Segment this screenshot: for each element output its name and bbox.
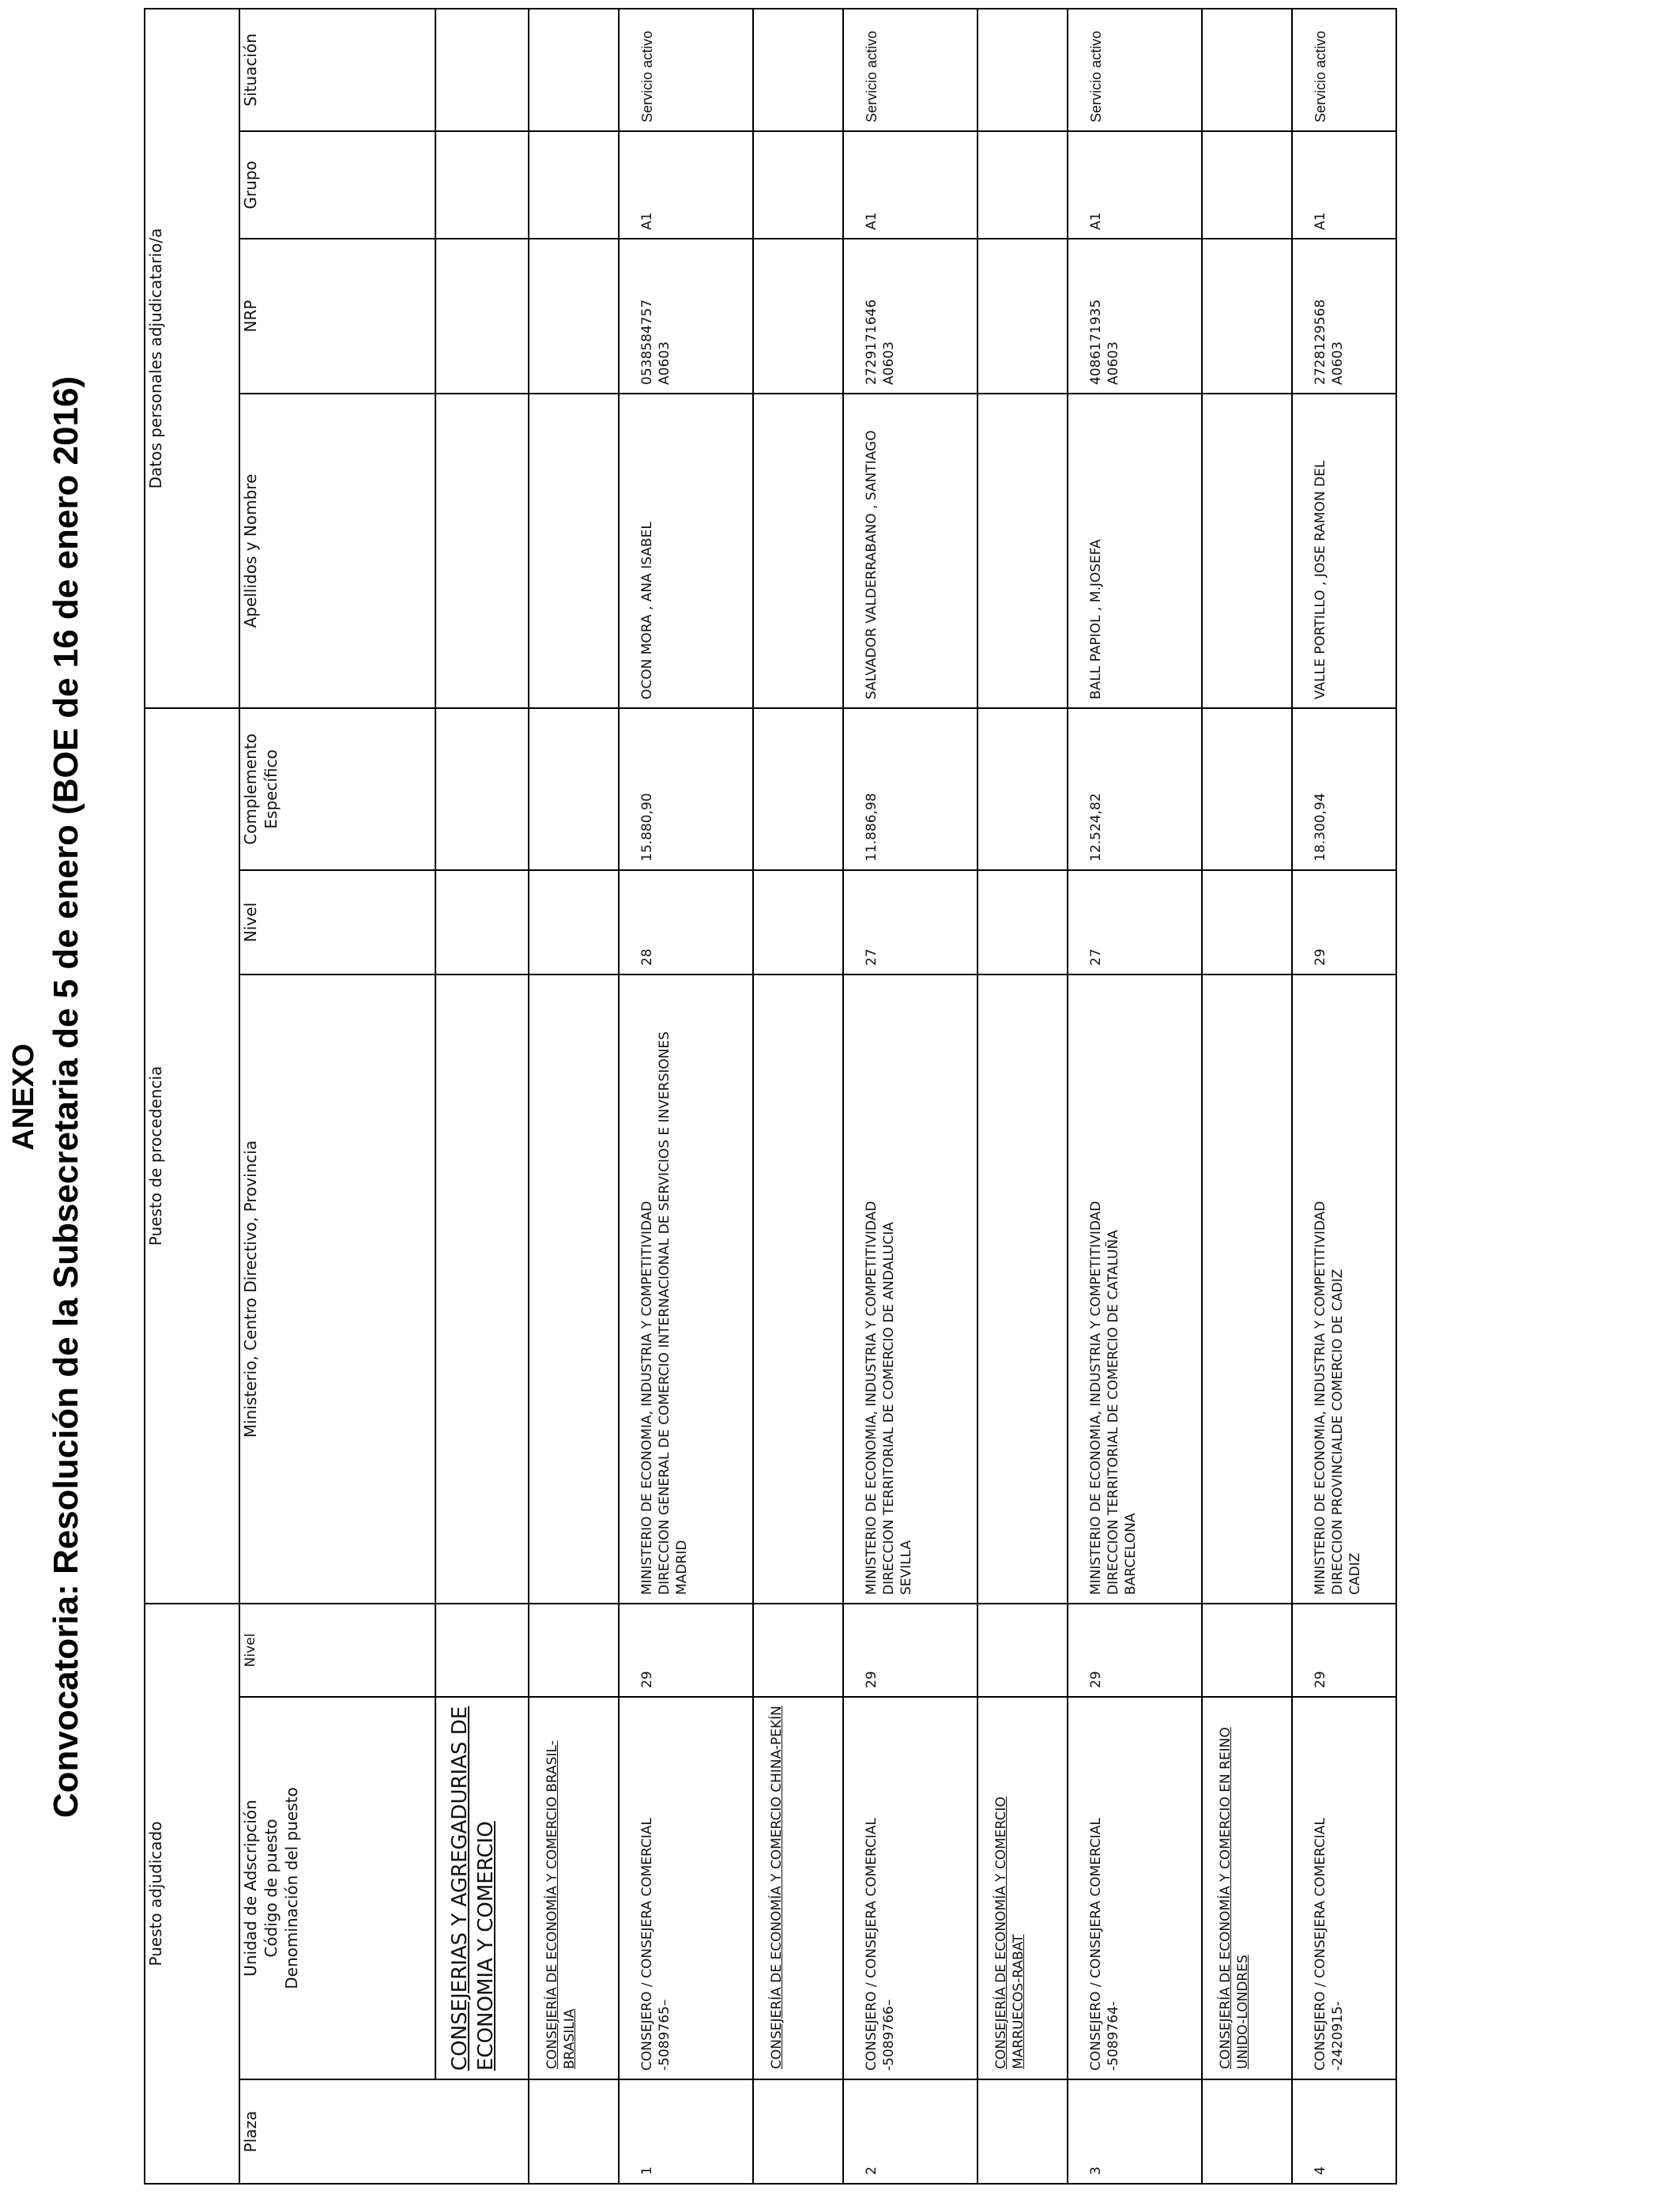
situacion-cell: Servicio activo (1088, 30, 1104, 123)
section-row (529, 9, 619, 2184)
section-title: CONSEJERÍA DE ECONOMÍA Y COMERCIO EN REINO UNIDO-LONDRES (1218, 1727, 1251, 2069)
header-complemento: Complemento Específico (239, 708, 435, 870)
grupo-cell: A1 (1313, 212, 1328, 230)
plaza-cell: 2 (864, 2166, 880, 2175)
ministerio-cell: MINISTERIO DE ECONOMIA, INDUSTRIA Y COMPETITIVIDAD DIRECCION TERRITORIAL DE COMERCIO DE CATALUÑA BARCELONA (1088, 1201, 1139, 1595)
main-section-row (435, 9, 529, 2184)
apellidos-cell: VALLE PORTILLO , JOSE RAMON DEL (1313, 460, 1328, 699)
section-row (977, 9, 1068, 2184)
table-row (1068, 9, 1202, 2184)
nivel-procedencia-cell: 29 (1313, 948, 1328, 966)
puesto-cell: CONSEJERO / CONSEJERA COMERCIAL -2420915- (1313, 1817, 1346, 2071)
complemento-cell: 15.880,90 (639, 793, 655, 861)
header-grupo: Grupo (239, 131, 435, 239)
document-title: ANEXO (7, 1043, 40, 1151)
section-title: CONSEJERÍA DE ECONOMÍA Y COMERCIO CHINA-PEKÍN (769, 1706, 785, 2069)
puesto-cell: CONSEJERO / CONSEJERA COMERCIAL -5089765– (639, 1817, 672, 2071)
header-nrp: NRP (239, 239, 435, 394)
puesto-cell: CONSEJERO / CONSEJERA COMERCIAL -5089766– (864, 1817, 897, 2071)
plaza-cell: 3 (1088, 2166, 1104, 2175)
nrp-cell: 4086171935 A0603 (1088, 299, 1121, 385)
nivel-procedencia-cell: 27 (864, 948, 880, 966)
table-row (619, 9, 753, 2184)
header-column-row (239, 9, 435, 2184)
ministerio-cell: MINISTERIO DE ECONOMIA, INDUSTRIA Y COMPETITIVIDAD DIRECCION PROVINCIALDE COMERCIO DE CADIZ CADIZ (1313, 1201, 1363, 1595)
header-group-row (145, 9, 239, 2184)
nivel-cell: 29 (1313, 1671, 1328, 1688)
anexo-table (144, 8, 1397, 2185)
header-datos-personales: Datos personales adjudicatario/a (145, 9, 239, 708)
plaza-cell: 1 (639, 2166, 655, 2175)
section-title: CONSEJERÍA DE ECONOMÍA Y COMERCIO MARRUECOS-RABAT (993, 1796, 1026, 2069)
header-plaza: Plaza (239, 2079, 529, 2184)
nivel-cell: 29 (864, 1671, 880, 1688)
nivel-cell: 29 (1088, 1671, 1104, 1688)
header-nivel: Nivel (239, 1604, 435, 1697)
header-ministerio: Ministerio, Centro Directivo, Provincia (239, 974, 435, 1604)
nrp-cell: 2728129568 A0603 (1313, 299, 1346, 385)
nivel-procedencia-cell: 28 (639, 948, 655, 966)
grupo-cell: A1 (639, 212, 655, 230)
situacion-cell: Servicio activo (639, 30, 655, 123)
section-title: CONSEJERÍA DE ECONOMÍA Y COMERCIO BRASIL-BRASILIA (544, 1740, 578, 2069)
ministerio-cell: MINISTERIO DE ECONOMIA, INDUSTRIA Y COMPETITIVIDAD DIRECCION GENERAL DE COMERCIO INTERNACIONAL DE SERVICIOS E INVERSIONES MADRID (639, 1031, 690, 1595)
plaza-cell: 4 (1313, 2166, 1328, 2175)
situacion-cell: Servicio activo (864, 30, 880, 123)
ministerio-cell: MINISTERIO DE ECONOMIA, INDUSTRIA Y COMPETITIVIDAD DIRECCION TERRITORIAL DE COMERCIO DE ANDALUCIA SEVILLA (864, 1201, 914, 1595)
complemento-cell: 18.300,94 (1313, 793, 1328, 861)
header-apellidos: Apellidos y Nombre (239, 394, 435, 708)
main-section-title: CONSEJERIAS Y AGREGADURIAS DE ECONOMIA Y COMERCIO (448, 1706, 498, 2071)
section-row (1202, 9, 1292, 2184)
table-row (843, 9, 977, 2184)
complemento-cell: 11.886,98 (864, 793, 880, 861)
section-row (753, 9, 843, 2184)
apellidos-cell: OCON MORA , ANA ISABEL (639, 522, 655, 699)
complemento-cell: 12.524,82 (1088, 793, 1104, 861)
header-puesto-adjudicado: Puesto adjudicado (145, 1604, 239, 2184)
nivel-cell: 29 (639, 1671, 655, 1688)
header-situacion: Situación (239, 9, 435, 131)
grupo-cell: A1 (864, 212, 880, 230)
apellidos-cell: SALVADOR VALDERRABANO , SANTIAGO (864, 430, 880, 699)
puesto-cell: CONSEJERO / CONSEJERA COMERCIAL -5089764- (1088, 1817, 1121, 2071)
table-row (1292, 9, 1396, 2184)
header-puesto-procedencia: Puesto de procedencia (145, 708, 239, 1604)
nivel-procedencia-cell: 27 (1088, 948, 1104, 966)
nrp-cell: 0538584757 A0603 (639, 299, 672, 385)
document-subtitle: Convocatoria: Resolución de la Subsecretaria de 5 de enero (BOE de 16 de enero 2016) (47, 375, 85, 1819)
grupo-cell: A1 (1088, 212, 1104, 230)
situacion-cell: Servicio activo (1313, 30, 1328, 123)
nrp-cell: 2729171646 A0603 (864, 299, 897, 385)
header-unidad: Unidad de Adscripción Código de puesto Denominación del puesto (239, 1697, 435, 2079)
apellidos-cell: BALL PAPIOL , M.JOSEFA (1088, 539, 1104, 699)
header-nivel-procedencia: Nivel (239, 870, 435, 974)
